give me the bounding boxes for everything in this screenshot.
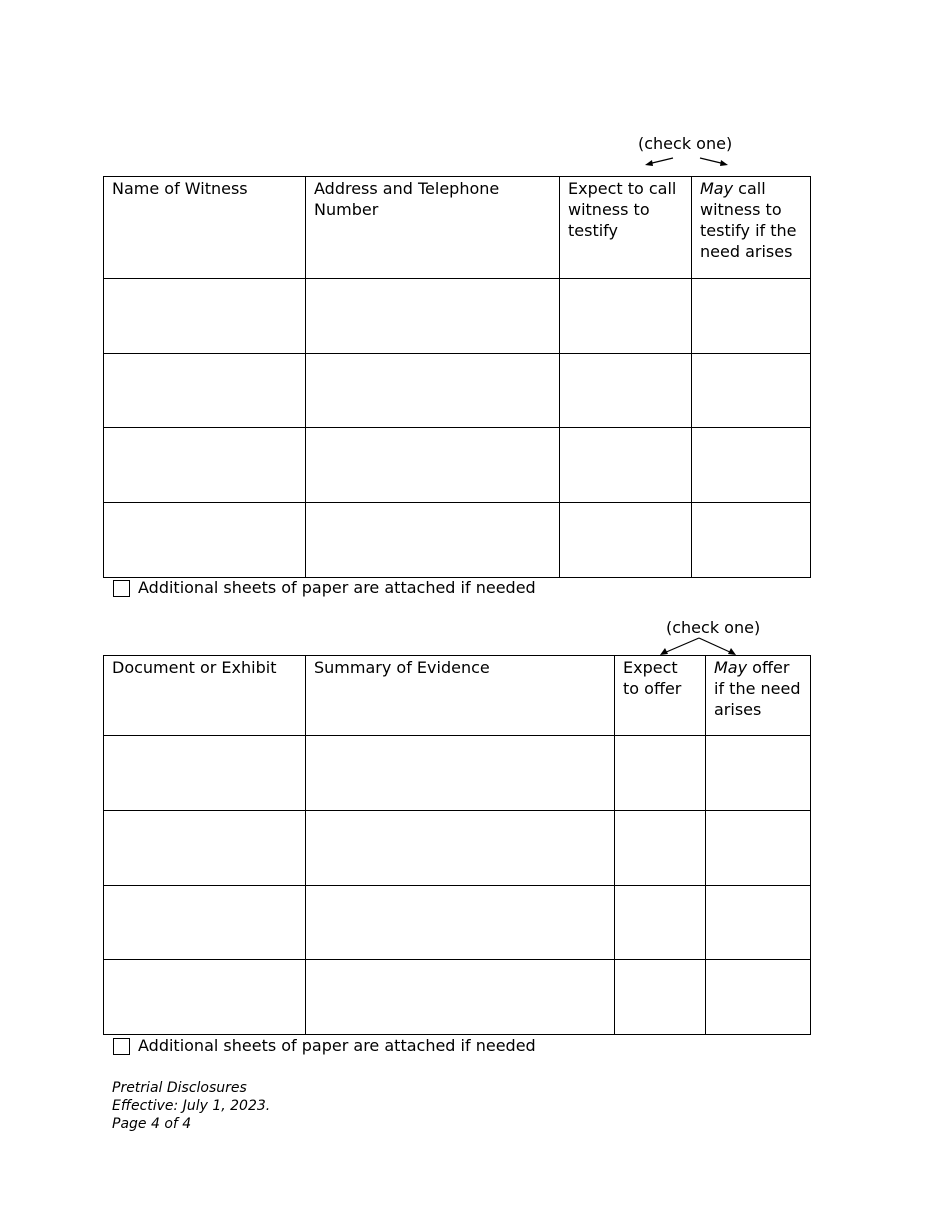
witness-expect-cell[interactable] — [560, 503, 692, 578]
witness-additional-sheets-label: Additional sheets of paper are attached if needed — [138, 578, 536, 597]
witness-address-cell[interactable] — [306, 503, 560, 578]
exhibit-expect-cell[interactable] — [615, 886, 706, 960]
exhibit-header-row — [104, 656, 811, 736]
witness-address-header: Address and Telephone Number — [306, 177, 560, 279]
exhibit-document-cell[interactable] — [104, 960, 306, 1035]
witness-may-emphasis: May — [700, 179, 734, 198]
exhibit-may-cell[interactable] — [706, 886, 811, 960]
exhibit-summary-cell[interactable] — [306, 736, 615, 811]
witness-name-cell[interactable] — [104, 279, 306, 354]
table-row — [104, 354, 811, 428]
witness-address-cell[interactable] — [306, 279, 560, 354]
witness-address-cell[interactable] — [306, 354, 560, 428]
witness-expect-header: Expect to call witness to testify — [560, 177, 692, 279]
witness-name-header: Name of Witness — [104, 177, 306, 279]
exhibit-may-emphasis: May — [714, 658, 748, 677]
witness-expect-cell[interactable] — [560, 428, 692, 503]
table-row — [104, 886, 811, 960]
exhibit-summary-header: Summary of Evidence — [306, 656, 615, 736]
witness-expect-cell[interactable] — [560, 279, 692, 354]
exhibit-document-cell[interactable] — [104, 736, 306, 811]
exhibit-additional-sheets-checkbox[interactable] — [113, 1038, 130, 1055]
exhibit-expect-header: Expect to offer — [615, 656, 706, 736]
witness-may-cell[interactable] — [692, 428, 811, 503]
exhibit-additional-sheets — [113, 1036, 536, 1056]
table-row — [104, 811, 811, 886]
exhibit-table — [103, 655, 811, 1035]
witness-header-row — [104, 177, 811, 279]
exhibit-summary-cell[interactable] — [306, 886, 615, 960]
witness-check-arrows-icon — [640, 154, 735, 172]
exhibit-check-one-label: (check one) — [666, 618, 761, 637]
witness-additional-sheets-checkbox[interactable] — [113, 580, 130, 597]
table-row — [104, 503, 811, 578]
exhibit-expect-cell[interactable] — [615, 960, 706, 1035]
table-row — [104, 736, 811, 811]
exhibit-summary-cell[interactable] — [306, 811, 615, 886]
exhibit-may-text: offer if the need arises — [714, 658, 801, 719]
witness-name-cell[interactable] — [104, 428, 306, 503]
table-row — [104, 279, 811, 354]
page-footer — [112, 1079, 270, 1133]
table-row — [104, 960, 811, 1035]
witness-may-cell[interactable] — [692, 279, 811, 354]
exhibit-summary-cell[interactable] — [306, 960, 615, 1035]
exhibit-may-cell[interactable] — [706, 960, 811, 1035]
exhibit-document-header: Document or Exhibit — [104, 656, 306, 736]
table-row — [104, 428, 811, 503]
witness-may-text: call witness to testify if the need arises — [700, 179, 797, 261]
exhibit-may-cell[interactable] — [706, 736, 811, 811]
exhibit-document-cell[interactable] — [104, 886, 306, 960]
witness-expect-cell[interactable] — [560, 354, 692, 428]
exhibit-expect-cell[interactable] — [615, 736, 706, 811]
footer-effective-date: Effective: July 1, 2023. — [112, 1098, 271, 1114]
witness-name-cell[interactable] — [104, 354, 306, 428]
exhibit-may-cell[interactable] — [706, 811, 811, 886]
witness-may-header — [692, 177, 811, 279]
exhibit-may-header — [706, 656, 811, 736]
exhibit-expect-cell[interactable] — [615, 811, 706, 886]
exhibit-document-cell[interactable] — [104, 811, 306, 886]
exhibit-additional-sheets-label: Additional sheets of paper are attached if needed — [138, 1036, 536, 1055]
footer-title: Pretrial Disclosures — [112, 1080, 247, 1096]
witness-table — [103, 176, 811, 578]
witness-name-cell[interactable] — [104, 503, 306, 578]
witness-additional-sheets — [113, 578, 536, 598]
footer-page-number: Page 4 of 4 — [112, 1116, 192, 1132]
witness-address-cell[interactable] — [306, 428, 560, 503]
witness-may-cell[interactable] — [692, 354, 811, 428]
witness-may-cell[interactable] — [692, 503, 811, 578]
witness-check-one-label: (check one) — [638, 134, 733, 153]
